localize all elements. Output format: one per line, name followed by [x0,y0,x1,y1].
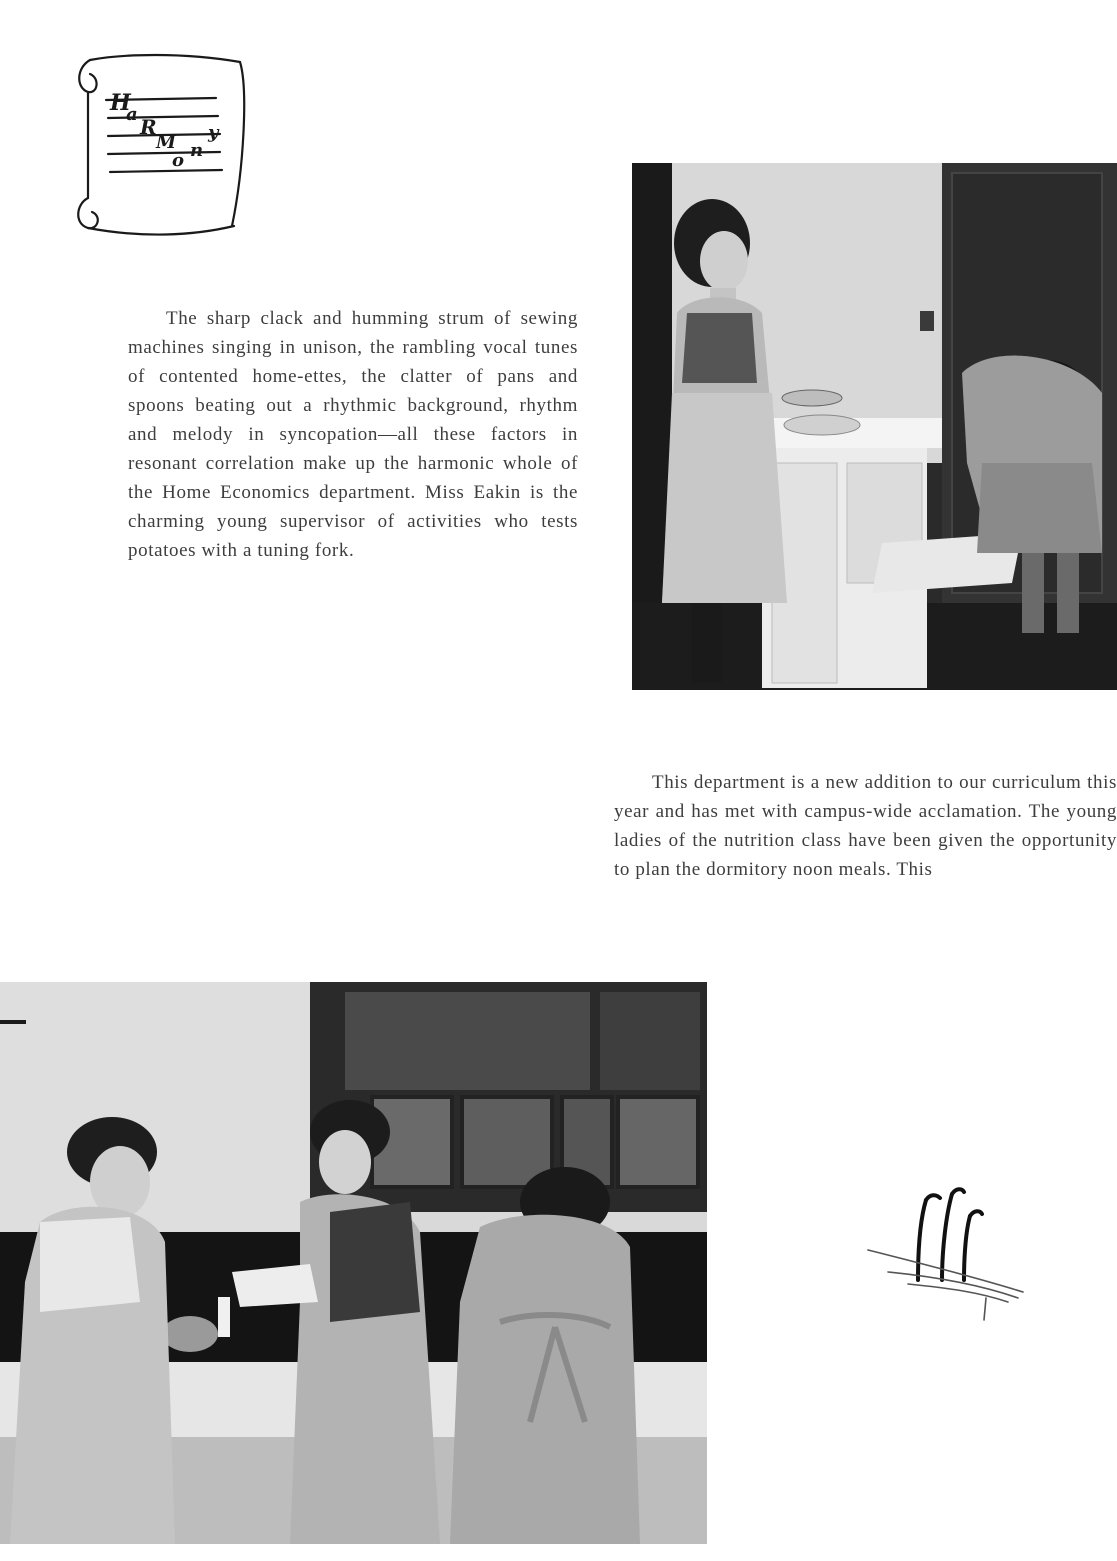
harmony-scroll-logo [62,48,252,248]
svg-text:H: H [110,90,131,116]
second-paragraph-text: This department is a new addition to our curriculum this year and has met with campus-wide acclamation. The young ladies of the nutrition class have been given the opportunity to plan the dormitory noon meals. This [614,772,1117,880]
kitchen-stove-photo [632,163,1117,690]
svg-text:M: M [156,132,176,153]
intro-paragraph [128,304,578,565]
intro-paragraph-text: The sharp clack and humming strum of sewing machines singing in unison, the rambling vocal tunes of contented home-ettes, the clatter of pans and spoons beating out a rhythmic background, rhythm and melody in syncopation—all these factors in resonant correlation make up the harmonic whole of the Home Economics department. Miss Eakin is the charming young supervisor of activities who tests potatoes with a tuning fork. [128,308,578,561]
svg-text:a: a [126,104,138,125]
candles-sketch [848,1180,1038,1330]
svg-text:n: n [190,140,204,161]
candles-sketch-icon [848,1180,1038,1330]
second-paragraph [614,768,1117,884]
svg-text:R: R [140,115,157,139]
nutrition-class-photo [0,982,707,1544]
svg-text:y: y [208,122,219,143]
svg-text:o: o [172,150,185,171]
music-scroll-icon [62,48,252,248]
